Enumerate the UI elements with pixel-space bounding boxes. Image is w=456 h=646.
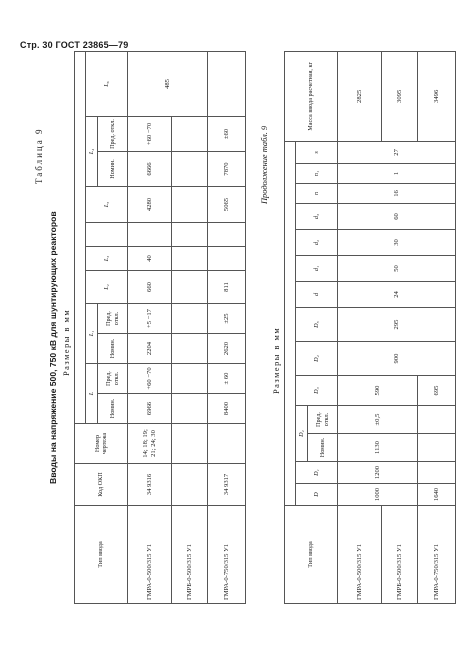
row1-L5: 4280: [128, 187, 172, 223]
col-L: L: [86, 364, 98, 424]
col2-n: n: [296, 184, 338, 204]
col2-D: D: [296, 484, 338, 506]
sizes-group-2: [285, 141, 296, 505]
col-L1: L₁: [86, 304, 98, 364]
col2-n1: n₁: [296, 164, 338, 184]
t2-D3: 590: [338, 376, 418, 406]
row1-L-dev: +60 −70: [128, 364, 172, 394]
row1-L1-nom: 2204: [128, 334, 172, 364]
col2-D4: D₄: [296, 342, 338, 376]
col-L6: L₆: [86, 51, 128, 116]
row3-L4-dev: ±60: [208, 117, 246, 152]
t2-row2-type: ГМРБ-0-500/315 У1: [382, 506, 418, 604]
row3-L1-dev: ±25: [208, 304, 246, 334]
table-row: [338, 51, 382, 603]
col2-d: d: [296, 282, 338, 308]
t2-row3-D: 1640: [418, 484, 456, 506]
col2-D1: D₁: [296, 462, 338, 484]
t2-row1-type: ГМРА-0-500/315 У1: [338, 506, 382, 604]
t2-row1-mass: 2825: [338, 51, 382, 141]
table-row: [172, 51, 208, 603]
row1-okp: 34 9316: [128, 464, 172, 506]
t2-s: 27: [338, 141, 456, 163]
col2-D2: D₂: [296, 406, 308, 462]
t2-D1: 1200: [338, 462, 418, 484]
row3-L-dev: ± 60: [208, 364, 246, 394]
row1-drawing: 14; 18; 19; 21; 24; 30: [128, 424, 172, 464]
t2-row2-mass: 3095: [382, 51, 418, 141]
col2-d2: d₂: [296, 230, 338, 256]
t2-row3-type: ГМРА-0-750/315 У1: [418, 506, 456, 604]
row1-L4-dev: +60 −70: [128, 117, 172, 152]
t2-D2-dev: ±0,5: [338, 406, 418, 434]
col-L1-nom: Номин.: [98, 334, 128, 364]
row1-type: ГМРА-0-500/315 У1: [128, 506, 172, 604]
t2-n: 16: [338, 184, 456, 204]
row3-L-nom: 8400: [208, 394, 246, 424]
row1-L2: 660: [128, 271, 172, 304]
main-table: [74, 51, 246, 604]
table-row: [208, 51, 246, 603]
t2-row3-D3: 695: [418, 376, 456, 406]
row2-type: ГМРБ-0-500/315 У1: [172, 506, 208, 604]
col-type: Тип ввода: [75, 506, 128, 604]
t2-row3-mass: 3496: [418, 51, 456, 141]
col-L4-dev: Пред. откл.: [98, 117, 128, 152]
col2-D2-dev: Пред. откл.: [308, 406, 338, 434]
t2-d3: 60: [338, 204, 456, 230]
col2-D3: D₃: [296, 376, 338, 406]
t2-D2-nom: 1130: [338, 434, 418, 462]
col-L-nom: Номин.: [98, 394, 128, 424]
table-label: Таблица 9: [34, 127, 44, 184]
rotated-page-content: [26, 44, 440, 604]
col2-D2-nom: Номин.: [308, 434, 338, 462]
table-row: [128, 51, 172, 603]
col2-d3: d₃: [296, 204, 338, 230]
col-okp: Код ОКП: [75, 464, 128, 506]
t2-d2: 30: [338, 230, 456, 256]
table-title: Вводы на напряжение 500, 750 кВ для шунтирующих реакторов: [48, 211, 58, 484]
t2-D5: 295: [338, 308, 456, 342]
continuation-table: [284, 51, 456, 604]
t2-D4: 900: [338, 342, 456, 376]
col-L2: L₂: [86, 271, 128, 304]
row1-L6: 485: [128, 51, 208, 116]
col2-type: Тип ввода: [285, 506, 338, 604]
col-L-dev: Пред. откл.: [98, 364, 128, 394]
col-drawing: Номер чертежа: [75, 424, 128, 464]
row1-L3: 40: [128, 247, 172, 271]
col-L3: L₃: [86, 247, 128, 271]
row1-L4-nom: 6666: [128, 152, 172, 187]
col2-mass: Масса ввода расчетная, кг: [285, 51, 338, 141]
t2-D: 1000: [338, 484, 418, 506]
continuation-label: Продолжение табл. 9: [260, 125, 269, 204]
col-L1-dev: Пред. откл.: [98, 304, 128, 334]
col-L3b: [86, 223, 128, 247]
col-L4-nom: Номин.: [98, 152, 128, 187]
row3-L5: 5065: [208, 187, 246, 223]
t2-n1: 1: [338, 164, 456, 184]
row3-L1-nom: 2620: [208, 334, 246, 364]
row3-L2: 811: [208, 271, 246, 304]
t2-d: 24: [338, 282, 456, 308]
col2-s: s: [296, 141, 338, 163]
col2-D5: D₅: [296, 308, 338, 342]
row1-L-nom: 6966: [128, 394, 172, 424]
page-header: Стр. 30 ГОСТ 23865—79: [20, 40, 129, 50]
sizes-label: Размеры в мм: [62, 308, 71, 376]
sizes-label-2: Размеры в мм: [272, 326, 281, 394]
row3-okp: 34 9317: [208, 464, 246, 506]
col-L5: L₅: [86, 187, 128, 223]
col-L4: L₄: [86, 117, 98, 187]
row3-L4-nom: 7870: [208, 152, 246, 187]
row1-L3b: [128, 223, 172, 247]
t2-d1: 50: [338, 256, 456, 282]
sizes-group: [75, 51, 86, 423]
row1-L1-dev: +5 −17: [128, 304, 172, 334]
row3-type: ГМРА-0-750/315 У1: [208, 506, 246, 604]
col2-d1: d₁: [296, 256, 338, 282]
